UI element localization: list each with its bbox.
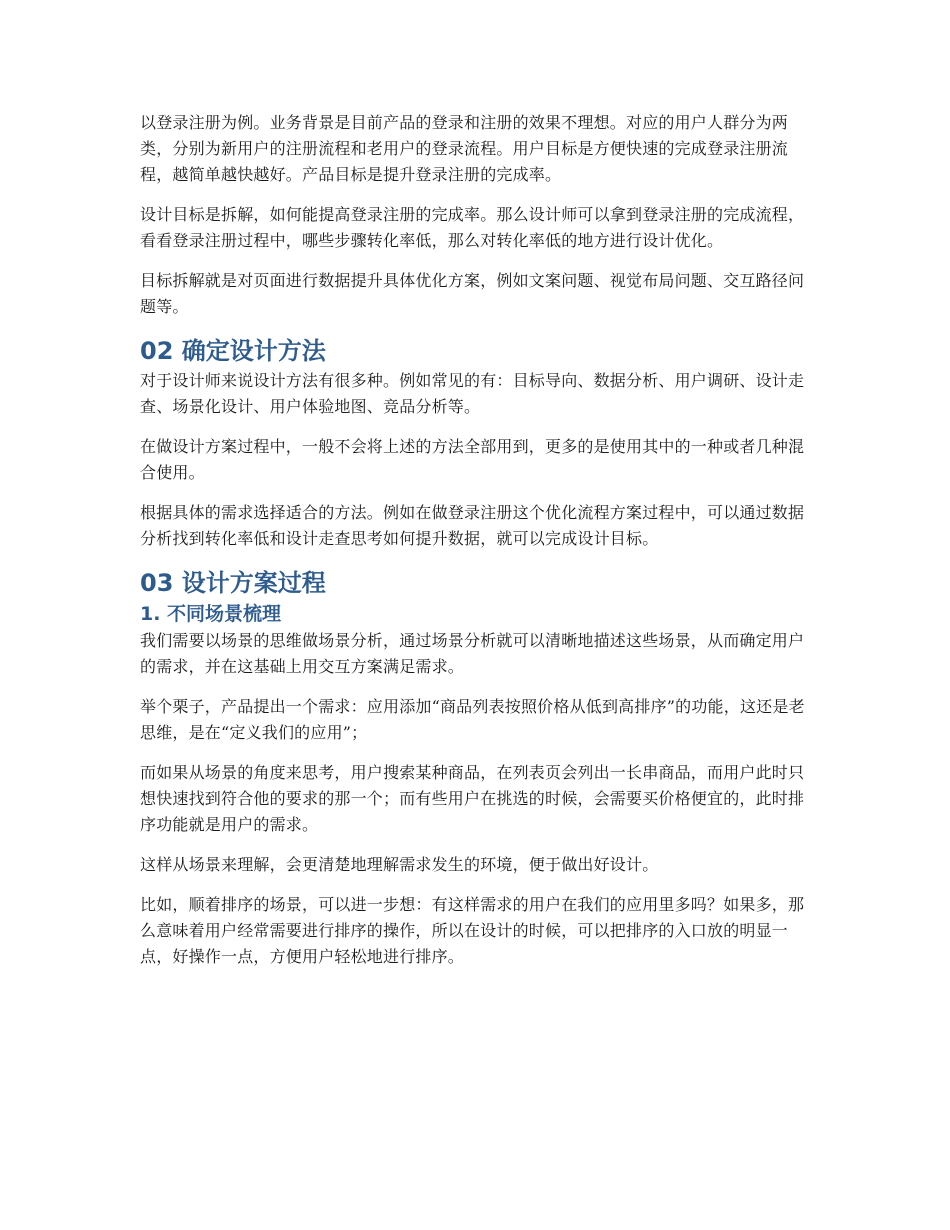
section-03-heading: 03 设计方案过程: [140, 569, 326, 597]
section-02-heading: 02 确定设计方法: [140, 337, 326, 365]
subsection-1-paragraph-1: 我们需要以场景的思维做场景分析，通过场景分析就可以清晰地描述这些场景，从而确定用户的需求，并在这基础上用交互方案满足需求。: [140, 631, 805, 676]
document-page: [140, 110, 820, 984]
section-02-paragraph-3: 根据具体的需求选择适合的方法。例如在做登录注册这个优化流程方案过程中，可以通过数据分析找到转化率低和设计走查思考如何提升数据，就可以完成设计目标。: [140, 503, 805, 548]
section-02-paragraph-2: 在做设计方案过程中，一般不会将上述的方法全部用到，更多的是使用其中的一种或者几种混合使用。: [140, 437, 805, 482]
subsection-1-paragraph-3: 而如果从场景的角度来思考，用户搜索某种商品，在列表页会列出一长串商品，而用户此时只想快速找到符合他的要求的那一个；而有些用户在挑选的时候，会需要买价格便宜的，此时排序功能就是用户的需求。: [140, 763, 805, 834]
subsection-1-paragraph-5: 比如，顺着排序的场景，可以进一步想：有这样需求的用户在我们的应用里多吗？如果多，那么意味着用户经常需要进行排序的操作，所以在设计的时候，可以把排序的入口放的明显一点，好操作一点，方便用户轻松地进行排序。: [140, 895, 805, 966]
intro-paragraph-1: 以登录注册为例。业务背景是目前产品的登录和注册的效果不理想。对应的用户人群分为两类，分别为新用户的注册流程和老用户的登录流程。用户目标是方便快速的完成登录注册流程，越简单越快越好。产品目标是提升登录注册的完成率。: [140, 113, 789, 184]
intro-paragraph-3: 目标拆解就是对页面进行数据提升具体优化方案，例如文案问题、视觉布局问题、交互路径问题等。: [140, 271, 805, 316]
section-02-paragraph-1: 对于设计师来说设计方法有很多种。例如常见的有：目标导向、数据分析、用户调研、设计走查、场景化设计、用户体验地图、竞品分析等。: [140, 371, 805, 416]
subsection-1-paragraph-4: 这样从场景来理解，会更清楚地理解需求发生的环境，便于做出好设计。: [140, 855, 659, 874]
intro-paragraph-2: 设计目标是拆解，如何能提高登录注册的完成率。那么设计师可以拿到登录注册的完成流程，看看登录注册过程中，哪些步骤转化率低，那么对转化率低的地方进行设计优化。: [140, 205, 805, 250]
subsection-1-paragraph-2: 举个栗子，产品提出一个需求：应用添加“商品列表按照价格从低到高排序”的功能，这还是老思维，是在“定义我们的应用”；: [140, 697, 805, 742]
subsection-1-heading: 1. 不同场景梳理: [140, 603, 282, 625]
